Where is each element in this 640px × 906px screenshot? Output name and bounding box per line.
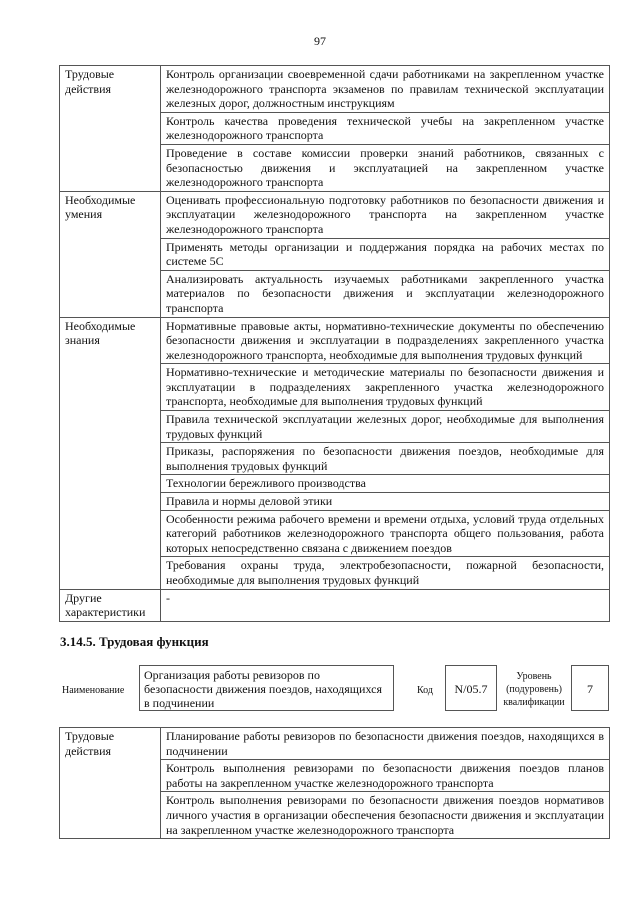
code-label: Код bbox=[417, 685, 433, 696]
table-cell: Анализировать актуальность изучаемых работниками закрепленного участка материалов по безопасности движения и эксплуатации железнодорожного транспорта bbox=[161, 270, 610, 317]
code-value: N/05.7 bbox=[445, 665, 497, 711]
table-row bbox=[60, 191, 610, 238]
table-cell: Оценивать профессиональную подготовку работников по безопасности движения и эксплуатации железнодорожного транспорта на закрепленном участке железнодорожного транспорта bbox=[161, 191, 610, 238]
table-row bbox=[60, 589, 610, 621]
row-label-labor-actions: Трудовые действия bbox=[60, 728, 161, 839]
function-header bbox=[59, 665, 609, 715]
table-cell: Контроль выполнения ревизорами по безопасности движения поездов планов работы на закрепленном участке железнодорожного транспорта bbox=[161, 760, 610, 792]
table-cell: Особенности режима рабочего времени и времени отдыха, условий труда отдельных категорий работников железнодорожного транспорта общего пользования, работа которых непосредственно связана с движением поездов bbox=[161, 510, 610, 557]
labor-actions-table bbox=[59, 727, 610, 839]
section-heading: 3.14.5. Трудовая функция bbox=[60, 634, 209, 649]
table-cell: Нормативные правовые акты, нормативно-технические документы по обеспечению безопасности движения и эксплуатации в подразделениях закрепленного участка железнодорожного транспорта, необходимые для выполнения трудовых функций bbox=[161, 317, 610, 364]
row-label-other-characteristics: Другие характеристики bbox=[60, 589, 161, 621]
table-cell: Проведение в составе комиссии проверки знаний работников, связанных с безопасностью движения и эксплуатацией на закрепленном участке железнодорожного транспорта bbox=[161, 144, 610, 191]
table-cell: Правила и нормы деловой этики bbox=[161, 493, 610, 511]
table-row bbox=[60, 317, 610, 364]
level-label: Уровень (подуровень) квалификации bbox=[503, 671, 565, 708]
table-cell: Технологии бережливого производства bbox=[161, 475, 610, 493]
row-label-required-knowledge: Необходимые знания bbox=[60, 317, 161, 589]
name-label: Наименование bbox=[62, 685, 125, 696]
page-number: 97 bbox=[314, 34, 326, 48]
name-value: Организация работы ревизоров по безопасности движения поездов, находящихся в подчинении bbox=[139, 665, 394, 711]
table-cell: Приказы, распоряжения по безопасности движения поездов, необходимые для выполнения трудовых функций bbox=[161, 443, 610, 475]
row-label-labor-actions: Трудовые действия bbox=[60, 66, 161, 192]
table-cell: Применять методы организации и поддержания порядка на рабочих местах по системе 5С bbox=[161, 238, 610, 270]
table-cell: Контроль выполнения ревизорами по безопасности движения поездов нормативов личного участия в организации обеспечения безопасности движения и эксплуатации на закрепленном участке железнодорожного транспорта bbox=[161, 792, 610, 839]
table-row bbox=[60, 728, 610, 760]
level-value: 7 bbox=[571, 665, 609, 711]
table-cell: Контроль организации своевременной сдачи работниками на закрепленном участке железнодорожного транспорта экзаменов по правилам технической эксплуатации железных дорог, должностным инструкциям bbox=[161, 66, 610, 113]
row-label-required-skills: Необходимые умения bbox=[60, 191, 161, 317]
table-cell: Контроль качества проведения технической учебы на закрепленном участке железнодорожного транспорта bbox=[161, 112, 610, 144]
table-cell: Требования охраны труда, электробезопасности, пожарной безопасности, необходимые для выполнения трудовых функций bbox=[161, 557, 610, 589]
table-cell: - bbox=[161, 589, 610, 621]
labor-function-table bbox=[59, 65, 610, 622]
table-row bbox=[60, 66, 610, 113]
table-cell: Нормативно-технические и методические материалы по безопасности движения и эксплуатации в подразделениях закрепленного участка железнодорожного транспорта, необходимые для выполнения трудовых функций bbox=[161, 364, 610, 411]
table-cell: Планирование работы ревизоров по безопасности движения поездов, находящихся в подчинении bbox=[161, 728, 610, 760]
table-cell: Правила технической эксплуатации железных дорог, необходимые для выполнения трудовых функций bbox=[161, 411, 610, 443]
